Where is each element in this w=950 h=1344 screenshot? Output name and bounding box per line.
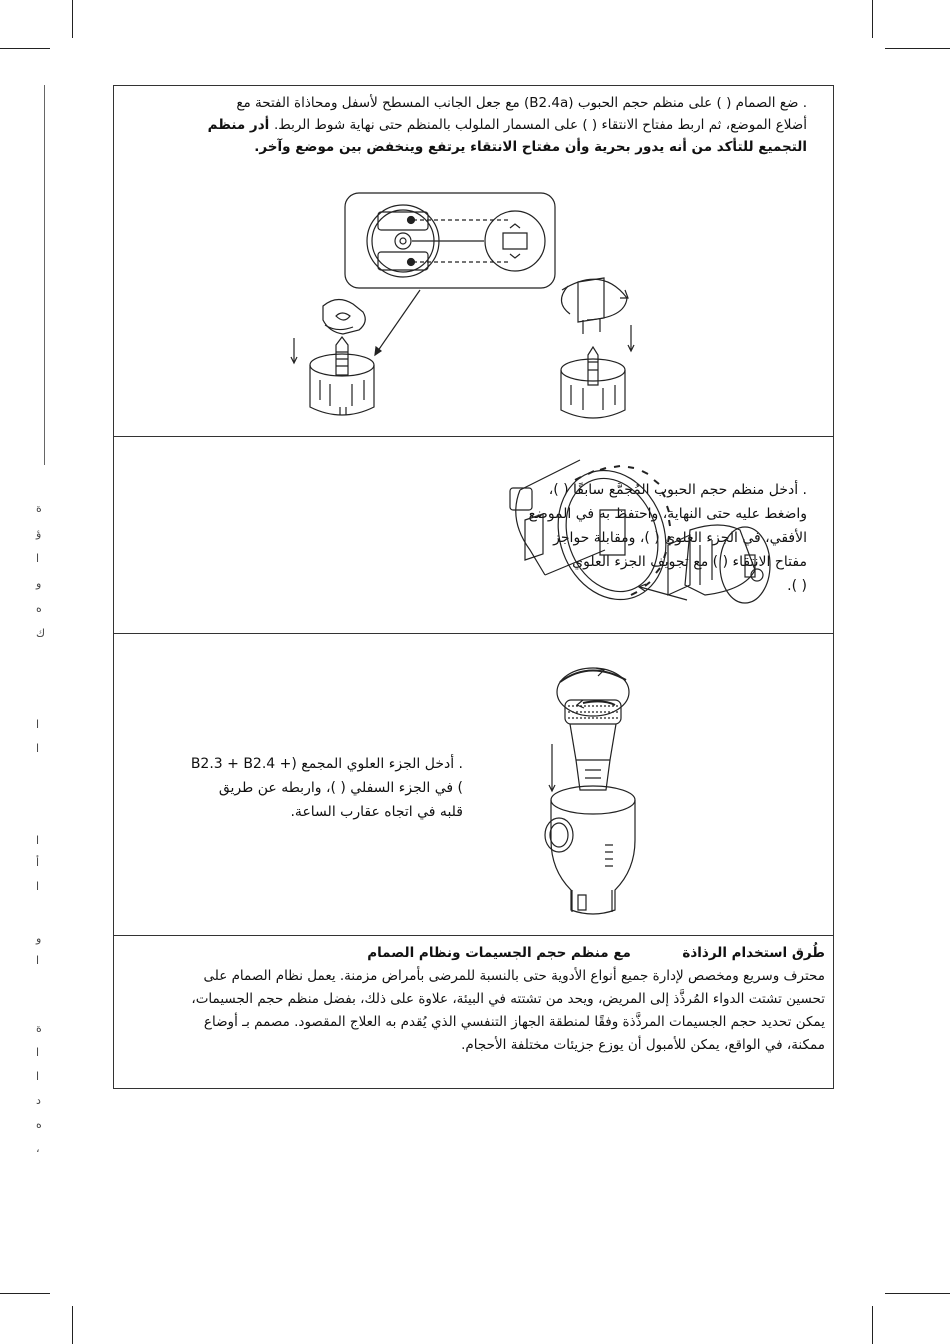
crop-mark [872, 1306, 873, 1344]
step-3-text: . أدخل الجزء العلوي المجمع (+ B2.3 + B2.4 ) في الجزء السفلي ( )، واربطه عن طريق قلبه في اتجاه عقارب الساعة. [190, 756, 463, 820]
step-1-text: . ضع الصمام ( ) على منظم حجم الحبوب (B2.4a) مع جعل الجانب المسطح لأسفل ومحاذاة الفتحة مع أضلاع الموضع، ثم اربط مفتاح الانتقاء ( ) على المسمار الملولب بالمنظم حتى نهاية شوط الربط. أدر منظم التجميع للتأكد من أنه يدور بحرية وأن مفتاح الانتقاء يرتفع وينخفض بين موضع وآخر. [207, 95, 807, 155]
crop-mark [872, 0, 873, 38]
crop-mark [0, 1293, 50, 1294]
section-heading: طُرق استخدام الرذاذة مع منظم حجم الجسيمات ونظام الصمام [367, 945, 825, 961]
row-divider [114, 633, 833, 634]
usage-section: طُرق استخدام الرذاذة مع منظم حجم الجسيمات ونظام الصمام محترف وسريع ومخصص لإدارة جميع أنواع الأدوية حتى بالنسبة للمرضى بأمراض مزمنة. يعمل نظام الصمام على تحسين تشتت الدواء المُرذَّذ إلى المريض، ويحد من تشتته في البيئة، علاوة على ذلك، بفضل منظم حجم الجسيمات، يمكن تحديد حجم الجسيمات المرذَّذة وفقًا لمنطقة الجهاز التنفسي الذي يُقدم به العلاج المقصود. مصمم بـ أوضاع ممكنة، في الواقع، يمكن للأمبول أن يوزع جزيئات مختلفة الأحجام. [119, 942, 825, 1057]
row-divider [114, 935, 833, 936]
instruction-table [113, 85, 834, 1089]
margin-rule [44, 85, 45, 465]
crop-mark [0, 48, 50, 49]
row-divider [114, 436, 833, 437]
step-2-text: . أدخل منظم حجم الحبوب المُجمَّع سابقًا ( )، واضغط عليه حتى النهاية، واحتفظ به في الموضع الأفقي، في الجزء العلوي ( )، ومقابلة حواجز مفتاح الانتقاء ( ) مع تجويف الجزء العلوي ( ). [528, 482, 807, 594]
crop-mark [885, 1293, 950, 1294]
crop-mark [885, 48, 950, 49]
crop-mark [72, 1306, 73, 1344]
crop-mark [72, 0, 73, 38]
